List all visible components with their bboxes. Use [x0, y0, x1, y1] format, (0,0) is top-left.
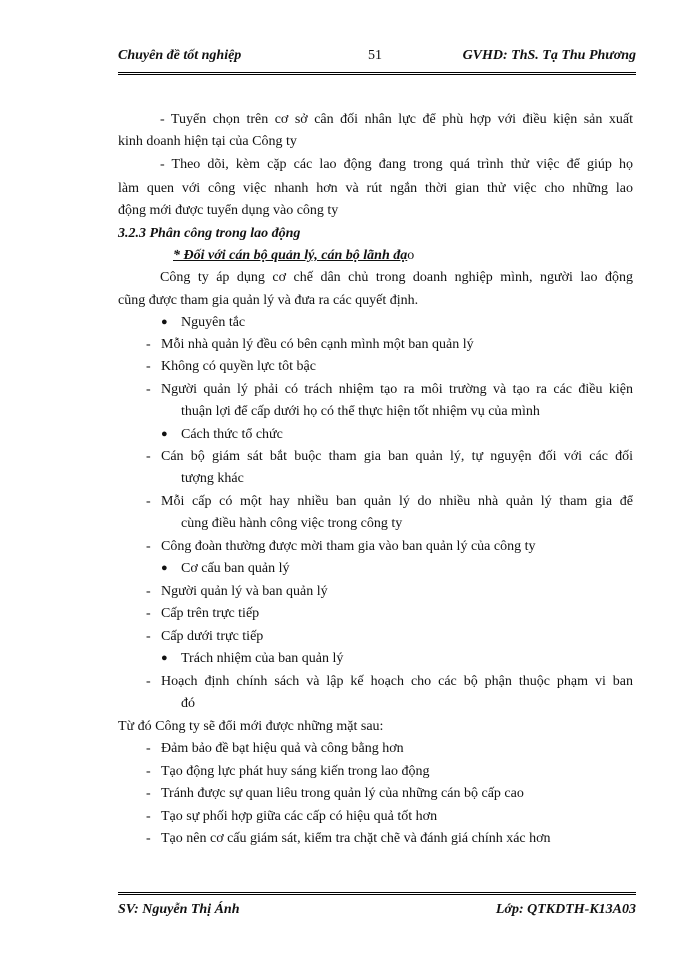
paragraph-line: Công ty áp dụng cơ chế dân chủ trong doanh nghiệp mình, người lao động: [160, 270, 633, 285]
list-item-continuation: thuận lợi để cấp dưới họ có thể thực hiện tốt nhiệm vụ của mình: [181, 404, 540, 419]
dash-icon: -: [146, 629, 151, 644]
paragraph-line: làm quen với công việc nhanh hơn và rút ngắn thời gian thử việc cho những lao: [118, 181, 633, 196]
page-number: 51: [368, 48, 382, 63]
dash-icon: -: [146, 809, 151, 824]
list-item: Cán bộ giám sát bắt buộc tham gia ban quản lý, tự nguyện đối với các đối: [161, 449, 633, 464]
list-item: Cấp dưới trực tiếp: [161, 629, 264, 644]
list-item-continuation: đó: [181, 696, 195, 711]
paragraph-line: - Theo dõi, kèm cặp các lao động đang trong quá trình thử việc để giúp họ: [160, 157, 633, 172]
list-item: Tạo động lực phát huy sáng kiến trong lao động: [161, 764, 430, 779]
dash-icon: -: [146, 449, 151, 464]
summary-paragraph: Từ đó Công ty sẽ đổi mới được những mặt sau:: [118, 719, 384, 734]
dash-icon: -: [146, 359, 151, 374]
dash-icon: -: [146, 494, 151, 509]
dash-icon: -: [146, 539, 151, 554]
section-heading: 3.2.3 Phân công trong lao động: [118, 226, 301, 241]
list-item: Tạo nên cơ cấu giám sát, kiểm tra chặt chẽ và đánh giá chính xác hơn: [161, 831, 551, 846]
dash-icon: -: [146, 606, 151, 621]
dash-icon: -: [146, 584, 151, 599]
paragraph-line: cũng được tham gia quản lý và đưa ra các quyết định.: [118, 293, 419, 308]
bullet-item: Nguyên tắc: [181, 315, 246, 330]
bullet-item: Trách nhiệm của ban quản lý: [181, 651, 344, 666]
footer-student: SV: Nguyễn Thị Ánh: [118, 902, 240, 917]
list-item-continuation: tượng khác: [181, 471, 244, 486]
dash-icon: -: [146, 337, 151, 352]
list-item: Không có quyền lực tôt bậc: [161, 359, 316, 374]
dash-icon: -: [146, 741, 151, 756]
bullet-icon: ●: [161, 428, 168, 440]
list-item: Đảm bảo đề bạt hiệu quả và công bằng hơn: [161, 741, 404, 756]
bullet-icon: ●: [161, 316, 168, 328]
list-item: Tạo sự phối hợp giữa các cấp có hiệu quả tốt hơn: [161, 809, 438, 824]
bullet-icon: ●: [161, 652, 168, 664]
bullet-item: Cơ cấu ban quản lý: [181, 561, 290, 576]
dash-icon: -: [146, 786, 151, 801]
list-item: Cấp trên trực tiếp: [161, 606, 260, 621]
sub-heading-text: * Đối với cán bộ quản lý, cán bộ lãnh đạ: [173, 248, 408, 263]
list-item: Hoạch định chính sách và lập kế hoạch cho các bộ phận thuộc phạm vi ban: [161, 674, 633, 689]
dash-icon: -: [146, 831, 151, 846]
header-rule: [118, 72, 636, 75]
paragraph-line: động mới được tuyển dụng vào công ty: [118, 203, 339, 218]
sub-heading-tail: o: [407, 248, 415, 263]
dash-icon: -: [146, 674, 151, 689]
list-item: Mỗi nhà quản lý đều có bên cạnh mình một ban quản lý: [161, 337, 474, 352]
dash-icon: -: [146, 382, 151, 397]
page-header: [118, 48, 636, 70]
list-item: Người quản lý và ban quản lý: [161, 584, 328, 599]
footer-rule: [118, 892, 636, 895]
list-item: Tránh được sự quan liêu trong quản lý của những cán bộ cấp cao: [161, 786, 524, 801]
paragraph-line: kinh doanh hiện tại của Công ty: [118, 134, 297, 149]
list-item-continuation: cùng điều hành công việc trong công ty: [181, 516, 403, 531]
footer-class: Lớp: QTKDTH-K13A03: [495, 902, 636, 917]
list-item: Công đoàn thường được mời tham gia vào ban quản lý của công ty: [161, 539, 536, 554]
list-item: Người quản lý phải có trách nhiệm tạo ra môi trường và tạo ra các điều kiện: [161, 382, 633, 397]
paragraph-line: - Tuyển chọn trên cơ sở cân đối nhân lực để phù hợp với điều kiện sản xuất: [160, 112, 633, 127]
bullet-item: Cách thức tổ chức: [181, 427, 283, 442]
bullet-icon: ●: [161, 562, 168, 574]
header-supervisor: GVHD: ThS. Tạ Thu Phương: [462, 48, 636, 63]
list-item: Mỗi cấp có một hay nhiều ban quản lý do nhiều nhà quản lý tham gia để: [161, 494, 633, 509]
header-title: Chuyên đề tốt nghiệp: [118, 48, 242, 63]
dash-icon: -: [146, 764, 151, 779]
sub-heading: [173, 247, 414, 265]
